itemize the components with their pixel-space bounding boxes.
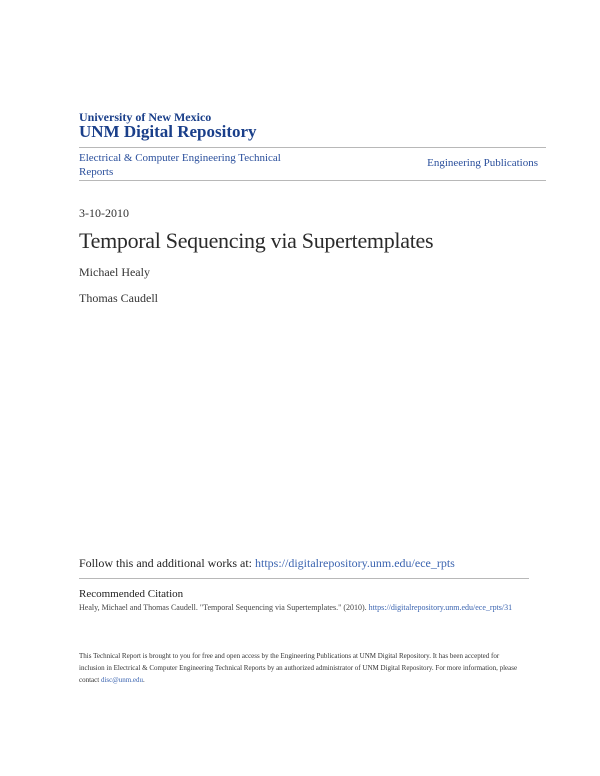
follow-label: Follow this and additional works at: [79,556,255,570]
collection-link-engineering[interactable]: Engineering Publications [427,157,538,169]
divider-bottom [79,180,546,181]
collection-link-ece[interactable]: Electrical & Computer Engineering Technical Reports [79,152,281,178]
university-name[interactable]: University of New Mexico [79,110,212,124]
author-name: Thomas Caudell [79,291,158,305]
citation-text [79,602,519,614]
citation-body: Healy, Michael and Thomas Caudell. "Temporal Sequencing via Supertemplates." (2010). [79,603,369,612]
repository-name[interactable]: UNM Digital Repository [79,122,257,141]
citation-divider [79,578,529,579]
document-title: Temporal Sequencing via Supertemplates [79,228,434,253]
contact-email-link[interactable]: disc@unm.edu [100,676,143,684]
follow-link[interactable]: https://digitalrepository.unm.edu/ece_rpts [255,556,455,570]
citation-heading: Recommended Citation [79,588,184,600]
citation-link[interactable]: https://digitalrepository.unm.edu/ece_rpts/31 [368,603,513,612]
follow-works-line [79,556,455,571]
divider-top [79,147,546,148]
author-name: Michael Healy [79,265,150,279]
access-notice [79,650,524,686]
publication-date: 3-10-2010 [79,206,129,220]
notice-body: This Technical Report is brought to you for free and open access by the Engineering Publications at UNM Digital Repository. It has been accepted for inclusion in Electrical & Computer Engineering Technical Reports by an authorized administrator of UNM Digital Repository. For more information, please contact [79,652,518,684]
notice-end: . [143,676,145,684]
